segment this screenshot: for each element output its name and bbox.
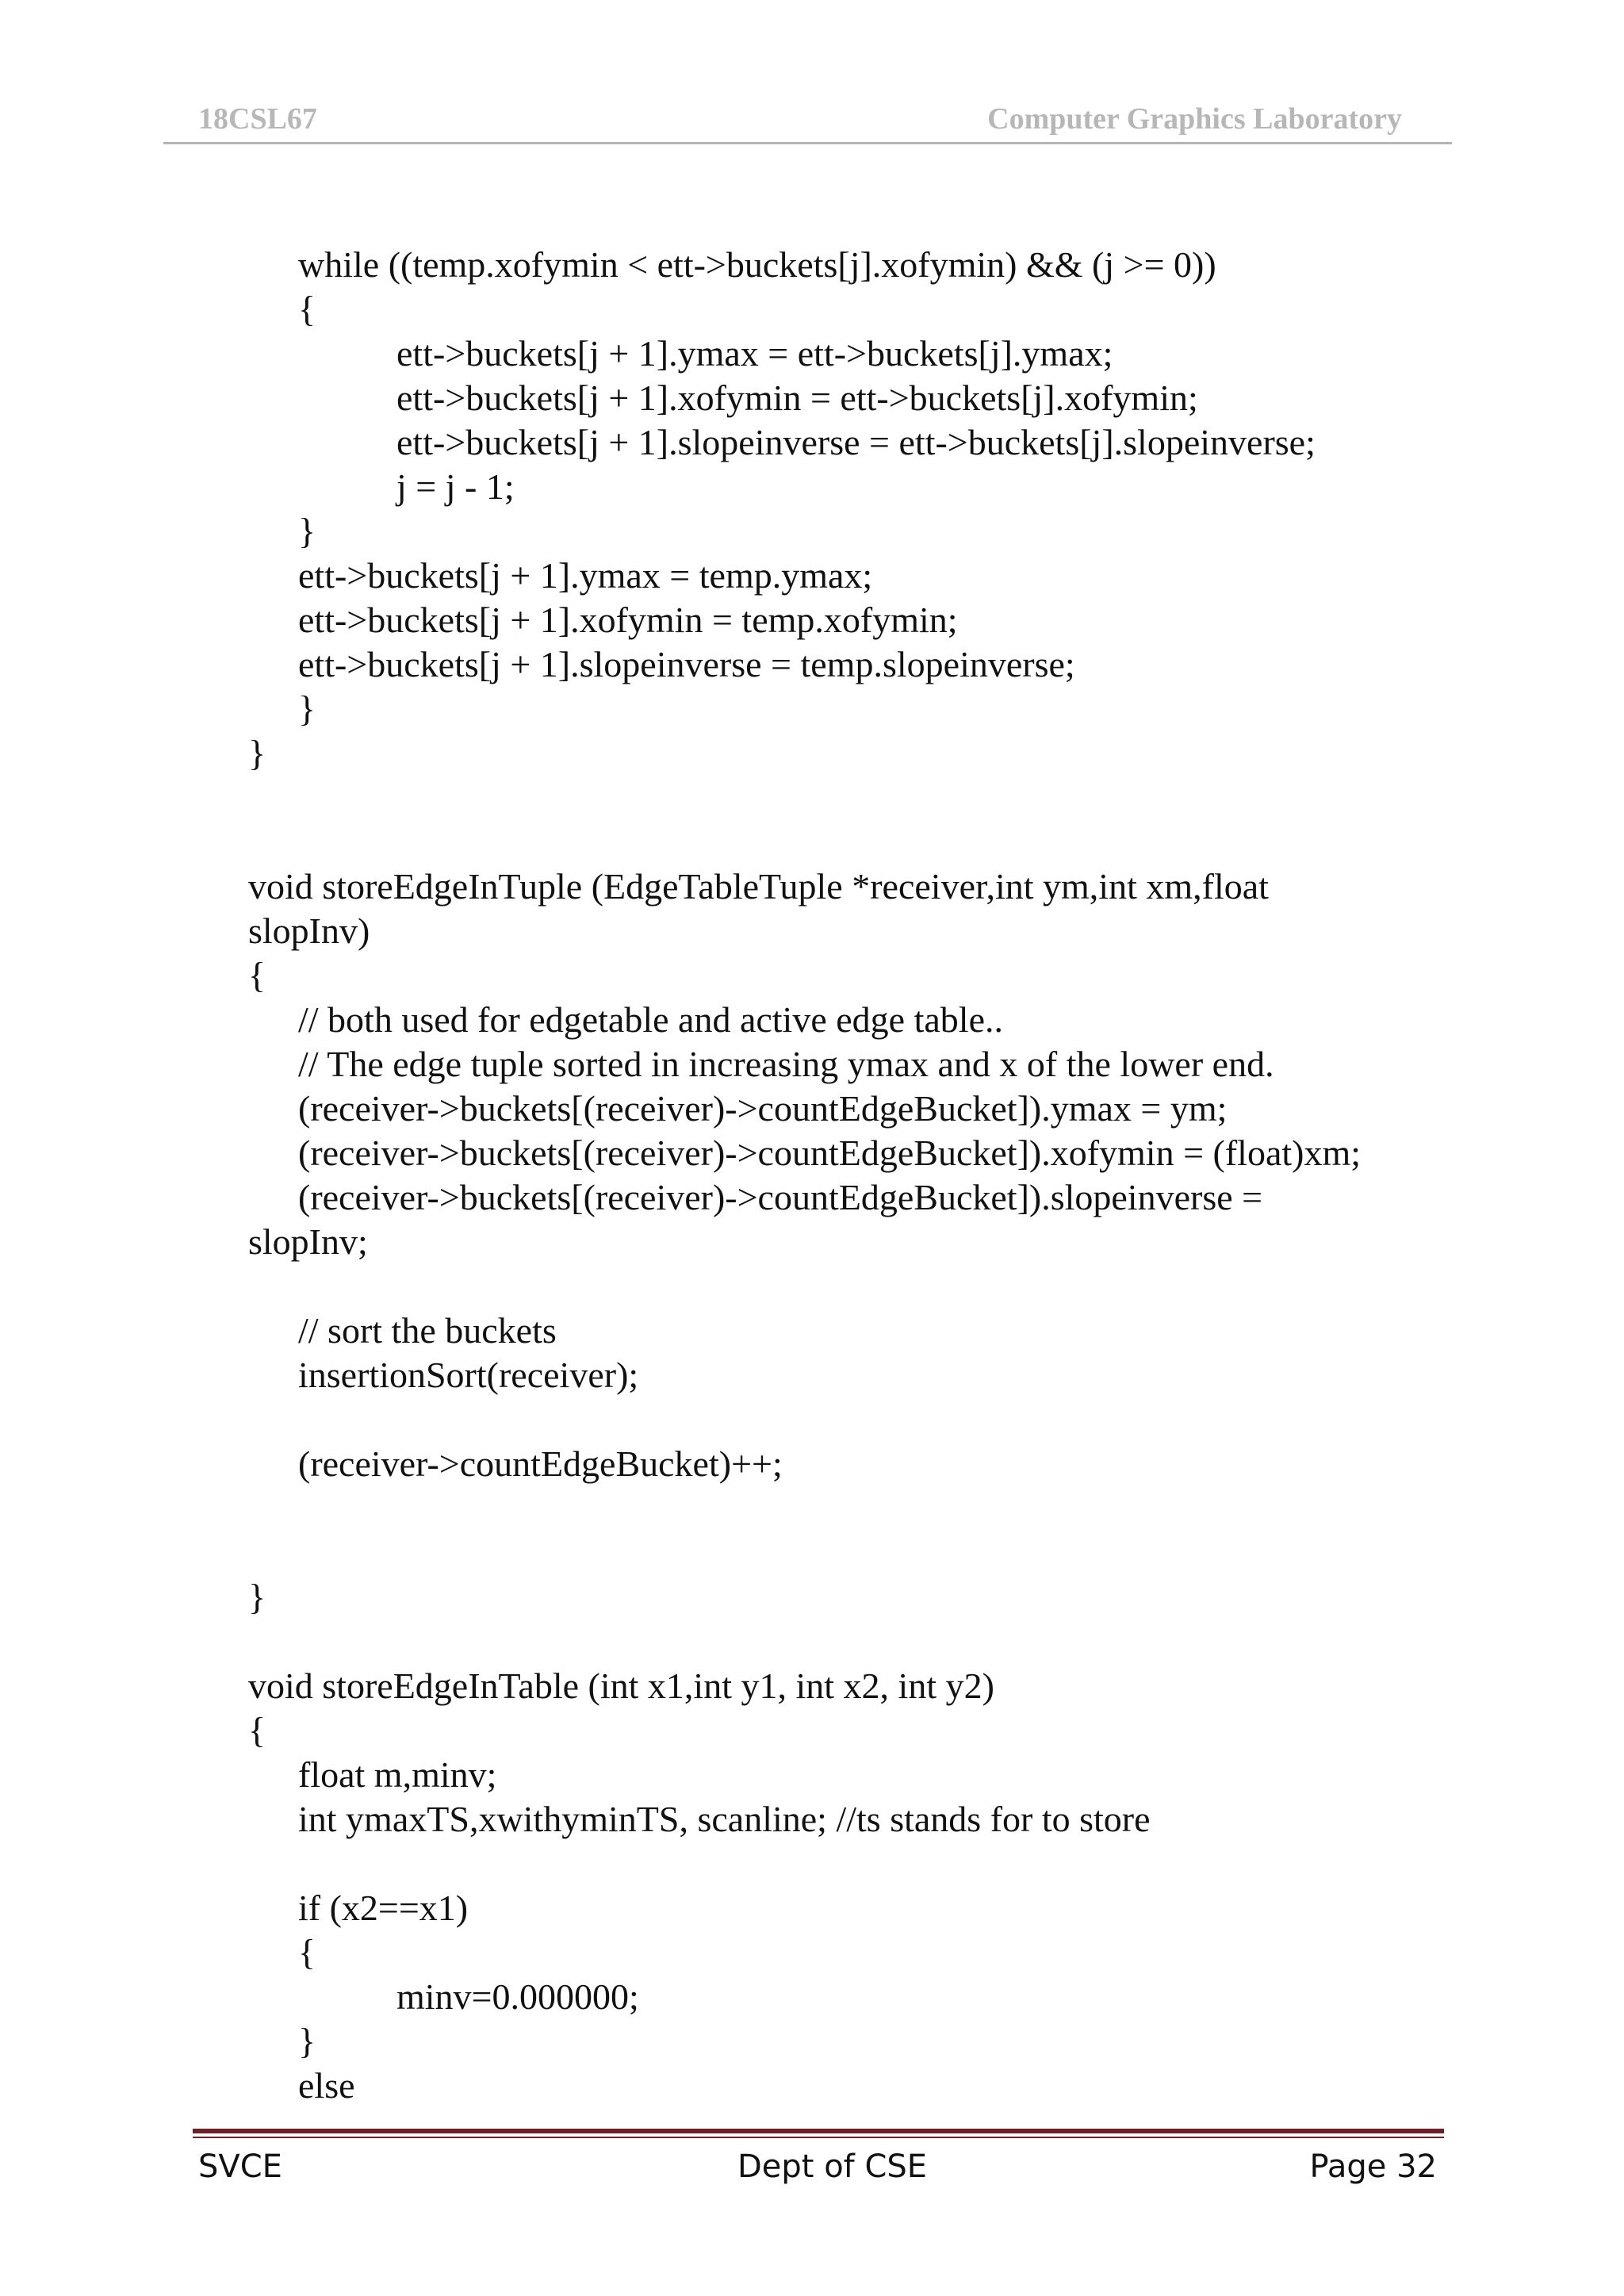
- code-line: slopInv;: [248, 1221, 368, 1262]
- code-line: void storeEdgeInTuple (EdgeTableTuple *receiver,int ym,int xm,float: [248, 866, 1269, 907]
- code-line: ett->buckets[j + 1].slopeinverse = temp.slopeinverse;: [298, 644, 1075, 684]
- code-line: ett->buckets[j + 1].xofymin = ett->buckets[j].xofymin;: [396, 378, 1198, 418]
- code-line: {: [298, 1932, 316, 1972]
- code-line: void storeEdgeInTable (int x1,int y1, int x2, int y2): [248, 1665, 994, 1706]
- footer-institution: SVCE: [198, 2148, 282, 2185]
- footer-department: Dept of CSE: [737, 2148, 928, 2185]
- header-lab-title: Computer Graphics Laboratory: [987, 102, 1402, 136]
- header-divider: [163, 142, 1452, 144]
- code-line: }: [248, 733, 266, 773]
- code-line: {: [248, 1710, 266, 1750]
- code-line: {: [248, 955, 266, 995]
- code-line: (receiver->buckets[(receiver)->countEdgeBucket]).xofymin = (float)xm;: [298, 1133, 1362, 1173]
- code-line: ett->buckets[j + 1].slopeinverse = ett->buckets[j].slopeinverse;: [396, 422, 1316, 462]
- code-line: }: [298, 2021, 316, 2061]
- code-line: }: [248, 1577, 266, 1617]
- code-line: ett->buckets[j + 1].xofymin = temp.xofymin;: [298, 600, 958, 640]
- footer-page-number: Page 32: [1309, 2148, 1437, 2185]
- code-line: j = j - 1;: [396, 466, 515, 507]
- code-line: slopInv): [248, 910, 370, 951]
- code-line: float m,minv;: [298, 1754, 497, 1795]
- code-line: while ((temp.xofymin < ett->buckets[j].xofymin) && (j >= 0)): [298, 244, 1216, 285]
- code-line: // sort the buckets: [298, 1310, 557, 1351]
- code-line: {: [298, 289, 316, 329]
- footer-divider-thin: [193, 2137, 1444, 2138]
- code-line: (receiver->buckets[(receiver)->countEdgeBucket]).ymax = ym;: [298, 1088, 1228, 1129]
- code-line: minv=0.000000;: [396, 1976, 639, 2017]
- code-line: (receiver->countEdgeBucket)++;: [298, 1443, 783, 1484]
- code-line: if (x2==x1): [298, 1888, 469, 1928]
- code-line: (receiver->buckets[(receiver)->countEdgeBucket]).slopeinverse =: [298, 1177, 1263, 1217]
- code-line: ett->buckets[j + 1].ymax = ett->buckets[j].ymax;: [396, 333, 1113, 374]
- code-line: }: [298, 511, 316, 551]
- footer-divider-thick: [193, 2129, 1444, 2133]
- code-line: }: [298, 688, 316, 729]
- code-line: insertionSort(receiver);: [298, 1355, 639, 1395]
- code-line: else: [298, 2065, 355, 2106]
- code-line: ett->buckets[j + 1].ymax = temp.ymax;: [298, 555, 873, 596]
- header-course-code: 18CSL67: [198, 102, 317, 136]
- code-line: // both used for edgetable and active edge table..: [298, 999, 1003, 1040]
- code-line: // The edge tuple sorted in increasing ymax and x of the lower end.: [298, 1044, 1274, 1084]
- code-line: int ymaxTS,xwithyminTS, scanline; //ts stands for to store: [298, 1799, 1151, 1839]
